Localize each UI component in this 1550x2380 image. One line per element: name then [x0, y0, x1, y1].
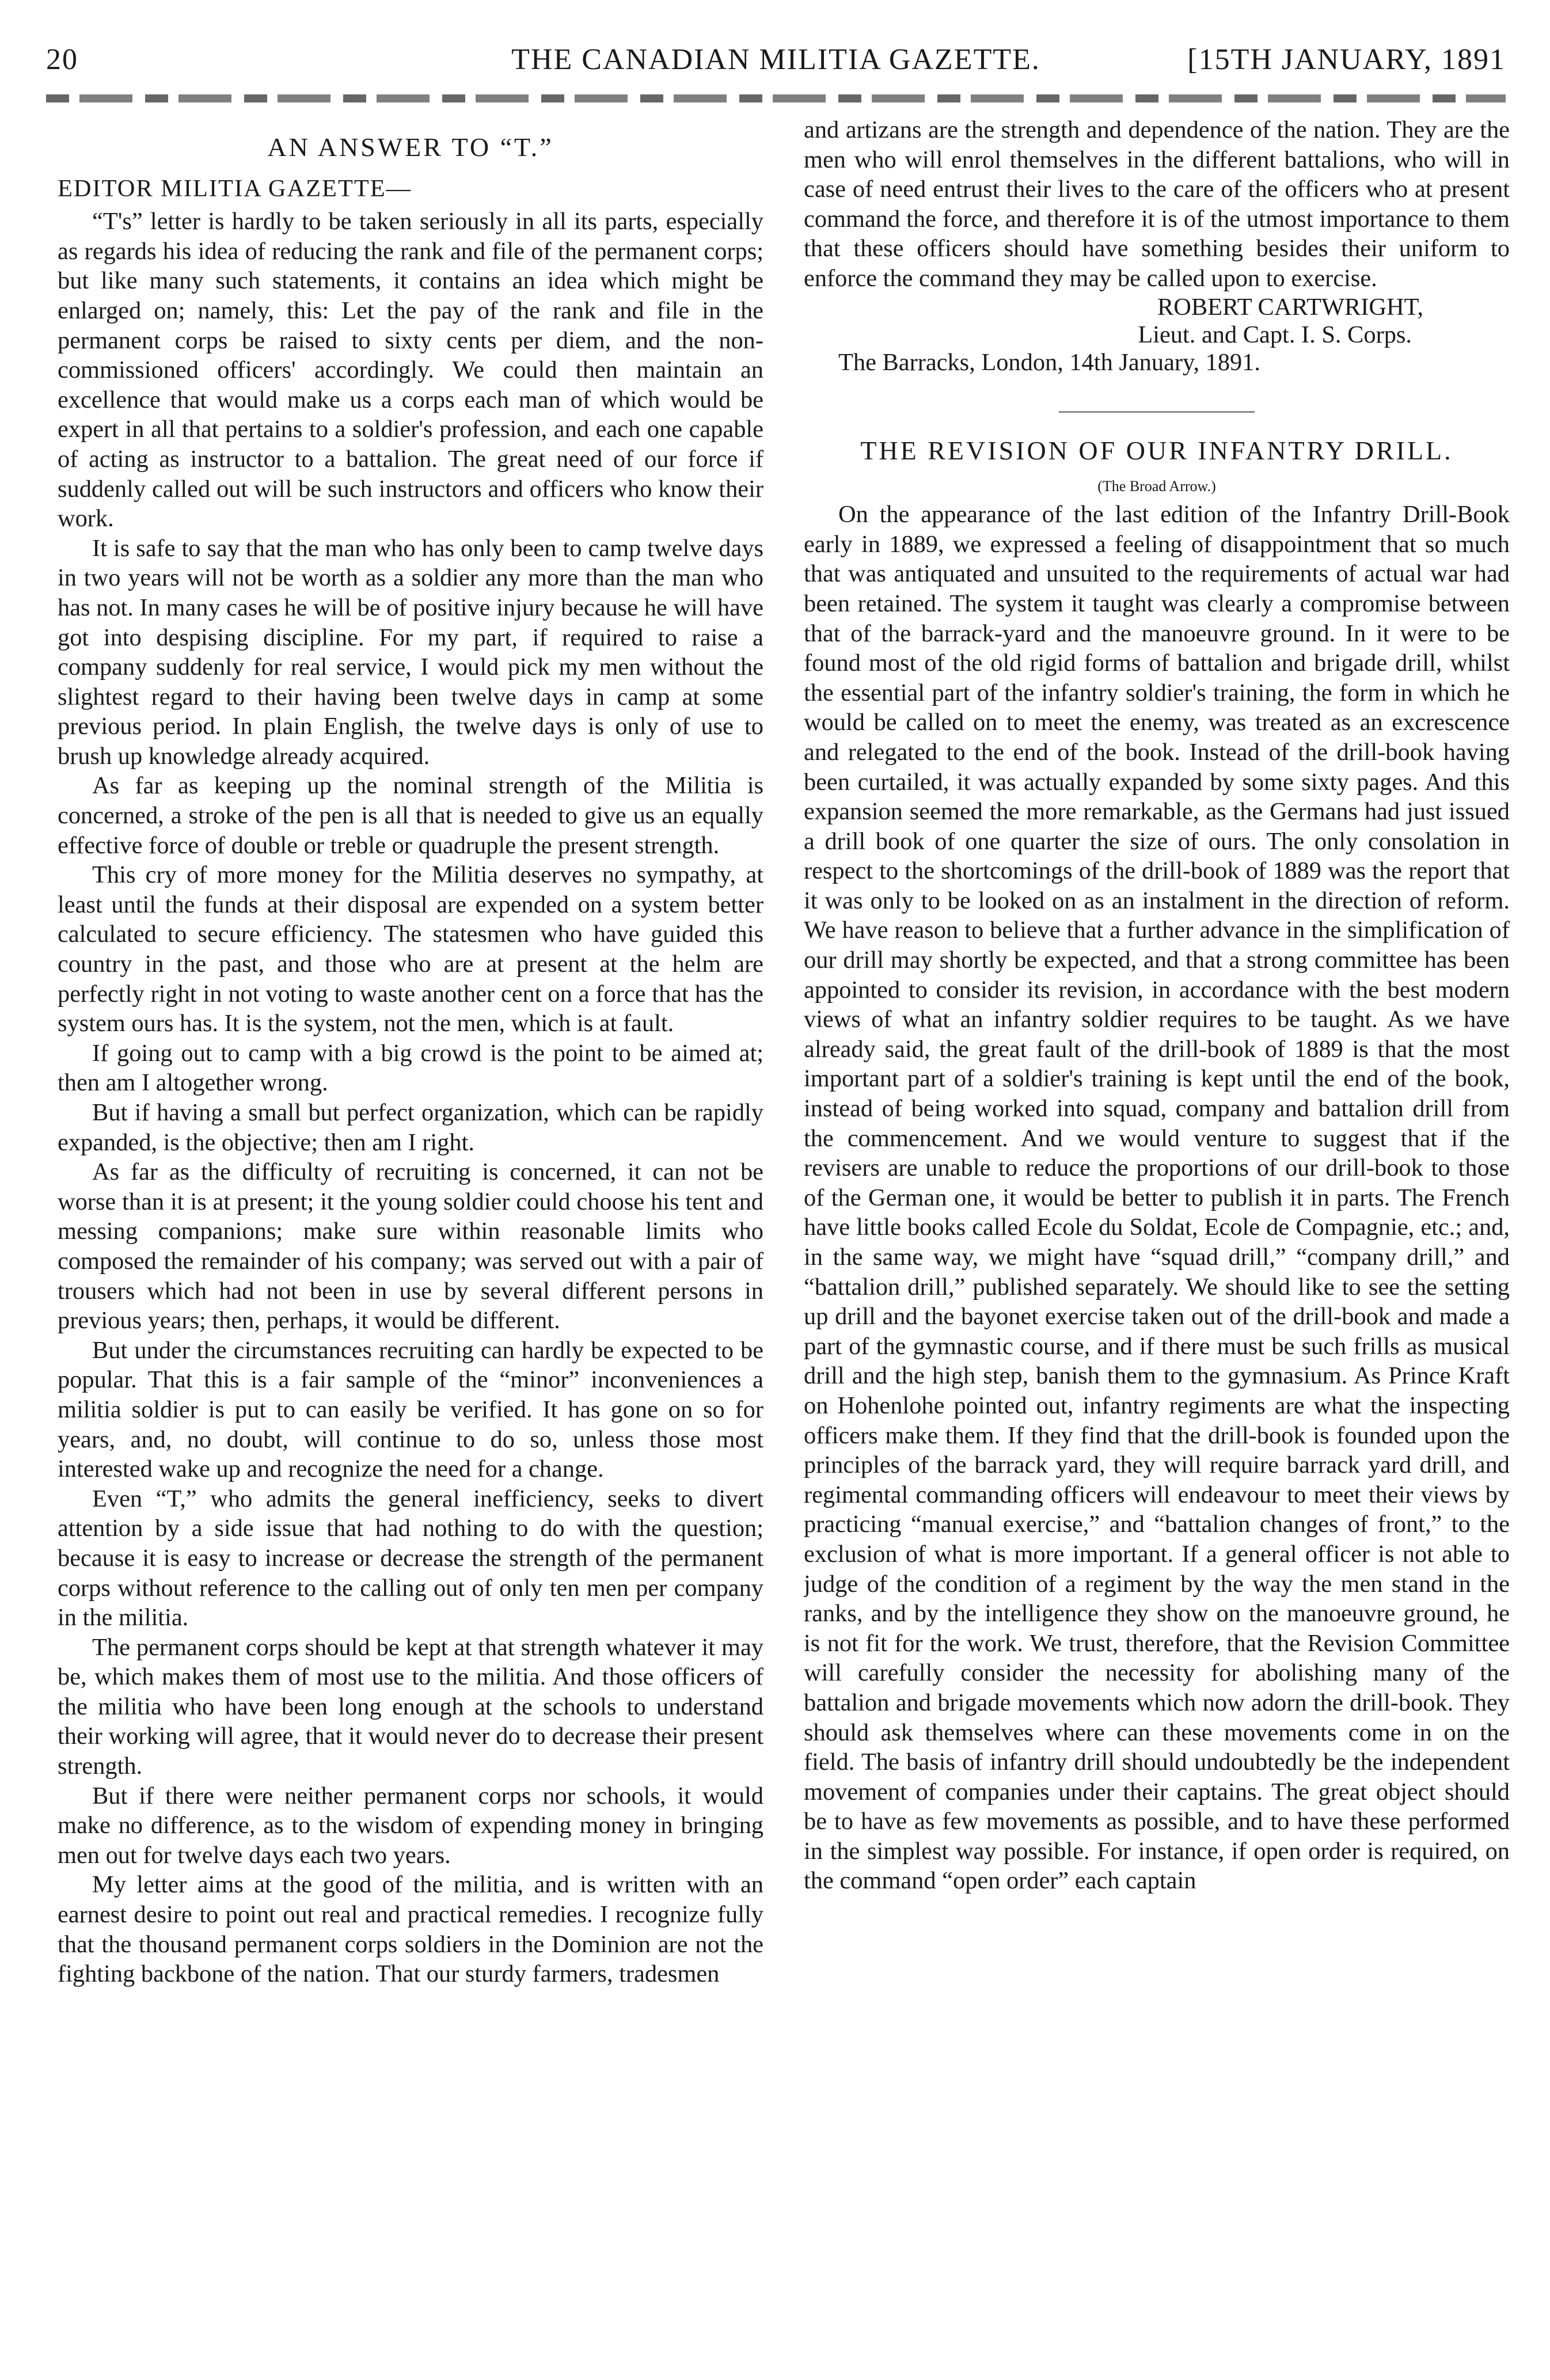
paragraph-continued: and artizans are the strength and dependence of the nation. They are the men who will enrol themselves in the different battalions, who will in case of need entrust their lives to the care of the officers who at present command the force, and therefore it is of the utmost importance to them that these officers should have something besides their uniform to enforce the command they may be called upon to exercise.	[804, 116, 1510, 292]
place-date: The Barracks, London, 14th January, 1891.	[838, 348, 1261, 376]
signature-name: ROBERT CARTWRIGHT,	[1157, 293, 1423, 321]
article-source: (The Broad Arrow.)	[1097, 478, 1216, 495]
issue-date: [15TH JANUARY, 1891	[1187, 43, 1506, 76]
signature-rank: Lieut. and Capt. I. S. Corps.	[1138, 321, 1412, 348]
masthead-title: THE CANADIAN MILITIA GAZETTE.	[511, 43, 1040, 76]
left-column	[58, 115, 763, 2366]
page-header	[46, 43, 1506, 77]
paragraph: The permanent corps should be kept at that strength whatever it may be, which makes them of most use to the militia. And those officers of the militia who have been long enough at the schools to understand their working will agree, that it would never do to decrease their present strength.	[58, 1633, 763, 1780]
article-heading: AN ANSWER TO “T.”	[267, 132, 554, 162]
paragraph: But under the circumstances recruiting can hardly be expected to be popular. That this is a fair sample of the “minor” inconveniences a militia soldier is put to can easily be verified. It has gone on so for years, and, no doubt, will continue to do so, unless those most interested wake up and recognize the need for a change.	[58, 1336, 763, 1483]
page-number: 20	[46, 43, 78, 76]
article-heading: THE REVISION OF OUR INFANTRY DRILL.	[860, 435, 1453, 465]
header-rule	[46, 94, 1506, 102]
right-column	[804, 115, 1510, 2366]
paragraph: But if there were neither permanent corps nor schools, it would make no difference, as to the wisdom of expending money in bringing men out for twelve days each two years.	[58, 1782, 763, 1869]
paragraph: It is safe to say that the man who has only been to camp twelve days in two years will not be worth as a soldier any more than the man who has not. In many cases he will be of positive injury because he will have got into despising discipline. For my part, if required to raise a company suddenly for real service, I would pick my men without the slightest regard to their having been twelve days in camp at some previous period. In plain English, the twelve days is only of use to brush up knowledge already acquired.	[58, 534, 763, 770]
paragraph: If going out to camp with a big crowd is the point to be aimed at; then am I altogether wrong.	[58, 1039, 763, 1097]
paragraph: On the appearance of the last edition of the Infantry Drill-Book early in 1889, we expressed a feeling of disappointment that so much that was antiquated and unsuited to the requirements of actual war had been retained. The system it taught was clearly a compromise between that of the barrack-yard and the manoeuvre ground. In it were to be found most of the old rigid forms of battalion and brigade drill, whilst the essential part of the infantry soldier's training, the form in which he would be called on to meet the enemy, was treated as an excrescence and relegated to the end of the book. Instead of the drill-book having been curtailed, it was actually expanded by some sixty pages. And this expansion seemed the more remarkable, as the Germans had just issued a drill book of one quarter the size of ours. The only consolation in respect to the shortcomings of the drill-book of 1889 was the report that it was only to be looked on as an instalment in the direction of reform. We have reason to believe that a further advance in the simplification of our drill may shortly be expected, and that a strong committee has been appointed to consider its revision, in accordance with the best modern views of what an infantry soldier requires to be taught. As we have already said, the great fault of the drill-book of 1889 is that the most important part of a soldier's training is kept until the end of the book, instead of being worked into squad, company and battalion drill from the commencement. And we would venture to suggest that if the revisers are unable to reduce the proportions of our drill-book to those of the German one, it would be better to publish it in parts. The French have little books called Ecole du Soldat, Ecole de Compagnie, etc.; and, in the same way, we might have “squad drill,” “company drill,” and “battalion drill,” published separately. We should like to see the setting up drill and the bayonet exercise taken out of the drill-book and made a part of the gymnastic course, and if there must be such frills as musical drill and the high step, banish them to the gymnasium. As Prince Kraft on Hohenlohe pointed out, infantry regiments are what the inspecting officers make them. If they find that the drill-book is founded upon the principles of the barrack yard, they will require barrack yard drill, and regimental commanding officers will endeavour to meet their views by practicing “manual exercise,” and “battalion changes of front,” to the exclusion of what is more important. If a general officer is not able to judge of the condition of a regiment by the way the men stand in the ranks, and by the intelligence they show on the manoeuvre ground, he is not fit for the work. We trust, therefore, that the Revision Committee will carefully consider the necessity for abolishing many of the battalion and brigade movements which now adorn the drill-book. They should ask themselves where can these movements come in on the field. The basis of infantry drill should undoubtedly be the independent movement of companies under their captains. The great object should be to have as few movements as possible, and to have these performed in the simplest way possible. For instance, if open order is required, on the command “open order” each captain	[804, 501, 1510, 1895]
paragraph: But if having a small but perfect organization, which can be rapidly expanded, is the objective; then am I right.	[58, 1099, 763, 1156]
article-divider	[1059, 411, 1255, 413]
paragraph: Even “T,” who admits the general inefficiency, seeks to divert attention by a side issue that had nothing to do with the question; because it is easy to increase or decrease the strength of the permanent corps without reference to the calling out of only ten men per company in the militia.	[58, 1485, 763, 1632]
paragraph: As far as keeping up the nominal strength of the Militia is concerned, a stroke of the pen is all that is needed to give us an equally effective force of double or treble or quadruple the present strength.	[58, 772, 763, 859]
paragraph: My letter aims at the good of the militia, and is written with an earnest desire to point out real and practical remedies. I recognize fully that the thousand permanent corps soldiers in the Dominion are not the fighting backbone of the nation. That our sturdy farmers, tradesmen	[58, 1871, 763, 1988]
paragraph: “T's” letter is hardly to be taken seriously in all its parts, especially as regards his idea of reducing the rank and file of the permanent corps; but like many such statements, it contains an idea which might be enlarged on; namely, this: Let the pay of the rank and file in the permanent corps be raised to sixty cents per diem, and the non-commissioned officers' accordingly. We could then maintain an excellence that would make us a corps each man of which would be expert in all that pertains to a soldier's profession, and each one capable of acting as instructor to a battalion. The great need of our force if suddenly called out will be such instructors and officers who know their work.	[58, 208, 763, 533]
paragraph: As far as the difficulty of recruiting is concerned, it can not be worse than it is at present; it the young soldier could choose his tent and messing companions; make sure within reasonable limits who composed the remainder of his company; was served out with a pair of trousers which had not been in use by several different persons in previous years; then, perhaps, it would be different.	[58, 1158, 763, 1335]
paragraph: This cry of more money for the Militia deserves no sympathy, at least until the funds at their disposal are expended on a system better calculated to secure efficiency. The statesmen who have guided this country in the past, and those who are at present at the helm are perfectly right in not voting to waste another cent on a force that has the system ours has. It is the system, not the men, which is at fault.	[58, 861, 763, 1037]
salutation: EDITOR MILITIA GAZETTE—	[58, 174, 412, 202]
